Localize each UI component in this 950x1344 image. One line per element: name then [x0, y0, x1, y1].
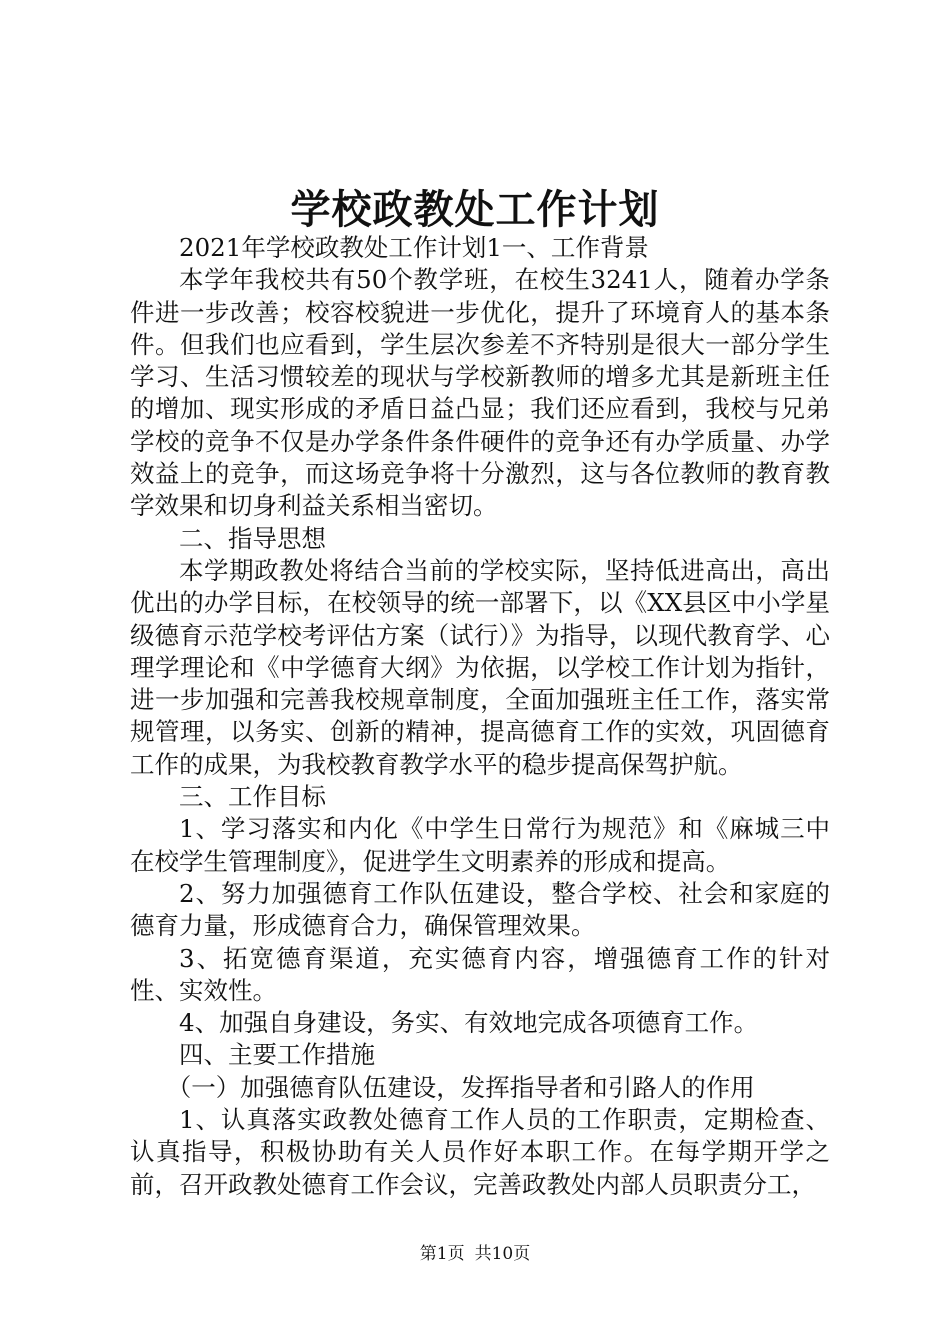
list-item-goal-2: 2、努力加强德育工作队伍建设，整合学校、社会和家庭的德育力量，形成德育合力，确保管理效果。 — [130, 878, 830, 941]
heading-main-measures: 四、主要工作措施 — [179, 1040, 375, 1070]
list-item-goal-1: 1、学习落实和内化《中学生日常行为规范》和《麻城三中在校学生管理制度》，促进学生文明素养的形成和提高。 — [130, 814, 830, 876]
document-title: 学校政教处工作计划 — [290, 186, 660, 233]
paragraph-background: 本学年我校共有50个教学班，在校生3241人，随着办学条件进一步改善；校容校貌进一步优化，提升了环境育人的基本条件。但我们也应看到，学生层次参差不齐特别是很大一部分学生学习、生活习惯较差的现状与学校新教师的增多尤其是新班主任的增加、现实形成的矛盾日益凸显；我们还应看到，我校与兄弟学校的竞争不仅是办学条件条件硬件的竞争还有办学质量、办学效益上的竞争，而这场竞争将十分激烈，这与各位教师的教育教学效果和切身利益关系相当密切。 — [130, 265, 830, 521]
heading-guiding-ideas: 二、指导思想 — [179, 523, 326, 553]
list-item-measure-1: 1、认真落实政教处德育工作人员的工作职责，定期检查、认真指导，积极协助有关人员作好本职工作。在每学期开学之前，召开政教处德育工作会议，完善政教处内部人员职责分工， — [130, 1105, 830, 1199]
heading-work-goals: 三、工作目标 — [179, 782, 326, 812]
paragraph-guiding-ideas: 本学期政教处将结合当前的学校实际，坚持低进高出，高出优出的办学目标，在校领导的统一部署下，以《XX县区中小学星级德育示范学校考评估方案（试行）》为指导，以现代教育学、心理学理论和《中学德育大纲》为依据，以学校工作计划为指针，进一步加强和完善我校规章制度，全面加强班主任工作，落实常规管理，以务实、创新的精神，提高德育工作的实效，巩固德育工作的成果，为我校教育教学水平的稳步提高保驾护航。 — [130, 555, 830, 779]
list-item-goal-4: 4、加强自身建设，务实、有效地完成各项德育工作。 — [179, 1008, 759, 1038]
list-item-goal-3: 3、拓宽德育渠道，充实德育内容，增强德育工作的针对性、实效性。 — [130, 943, 830, 1005]
paragraph-intro: 2021年学校政教处工作计划1一、工作背景 — [179, 233, 649, 262]
document-body — [130, 232, 830, 1201]
subheading-team-building: （一）加强德育队伍建设，发挥指导者和引路人的作用 — [166, 1072, 755, 1102]
page-footer — [0, 1242, 950, 1266]
page-total: 共10页 — [474, 1244, 531, 1264]
page-number: 第1页 — [419, 1244, 465, 1264]
